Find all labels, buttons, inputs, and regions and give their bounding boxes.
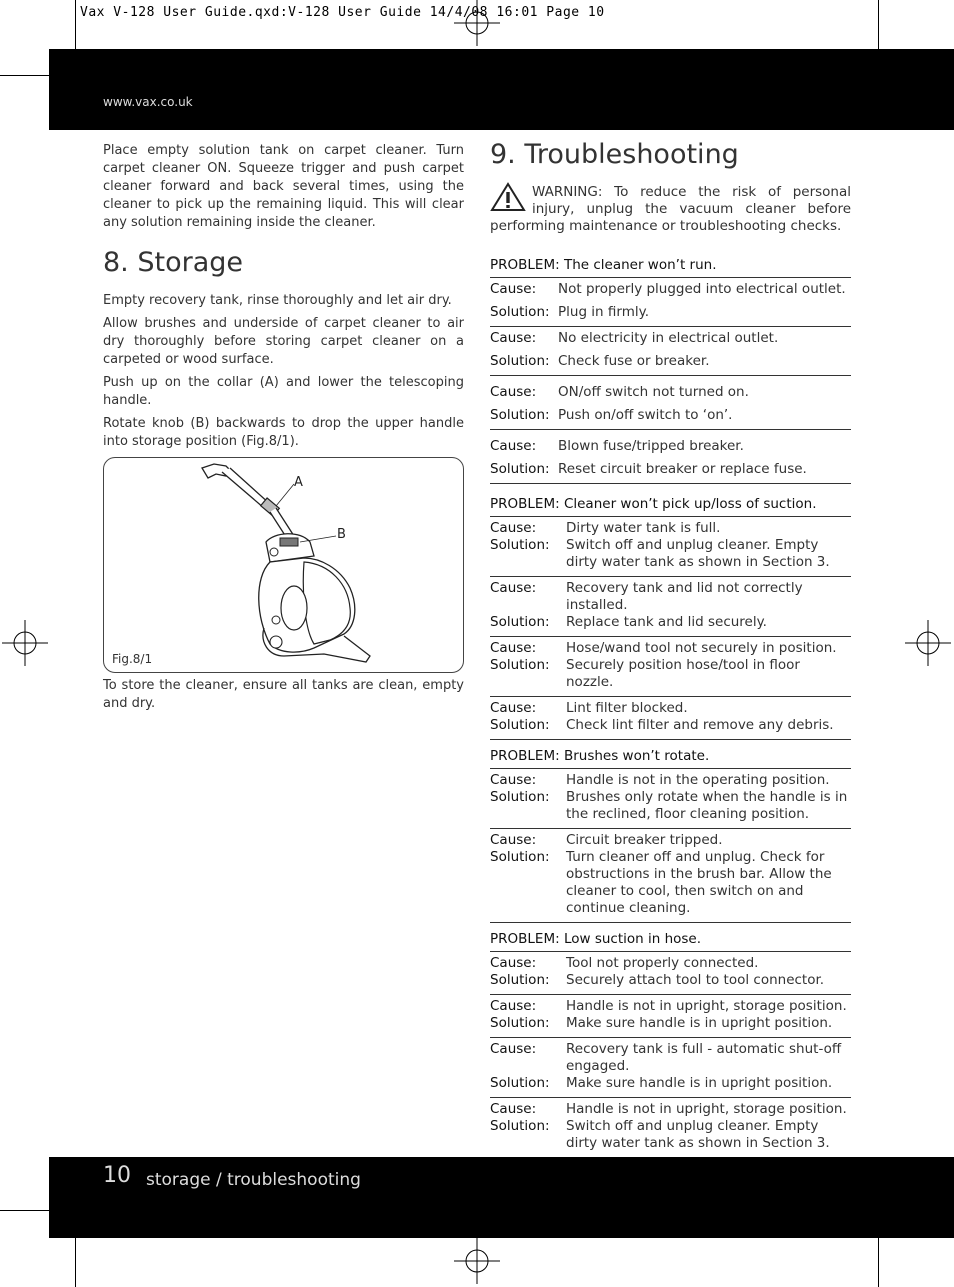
crop-mark xyxy=(75,0,76,49)
cause-label: Cause: xyxy=(490,832,537,848)
solution-text: Securely attach tool to tool connector. xyxy=(566,972,825,988)
cause-label: Cause: xyxy=(490,772,537,788)
crop-mark xyxy=(75,1238,76,1287)
solution-label: Solution: xyxy=(490,537,550,553)
cause-solution-pair xyxy=(490,1098,851,1158)
header-bar xyxy=(49,49,954,130)
registration-mark-icon xyxy=(454,0,500,46)
solution-text: Check fuse or breaker. xyxy=(558,353,710,369)
cause-text: Lint filter blocked. xyxy=(566,700,688,716)
solution-label: Solution: xyxy=(490,657,550,673)
solution-text: Brushes only rotate when the handle is in the reclined, floor cleaning position. xyxy=(566,789,848,822)
website-url: www.vax.co.uk xyxy=(103,95,193,109)
cause-solution-pair xyxy=(490,952,851,995)
solution-label: Solution: xyxy=(490,1075,550,1091)
solution-text: Switch off and unplug cleaner. Empty dirty water tank as shown in Section 3. xyxy=(566,1118,830,1151)
solution-text: Reset circuit breaker or replace fuse. xyxy=(558,461,807,477)
figure-storage xyxy=(103,457,464,673)
cause-solution-pair xyxy=(490,769,851,829)
cause-text: Circuit breaker tripped. xyxy=(566,832,723,848)
page-number: 10 xyxy=(103,1163,131,1188)
problem-heading: PROBLEM: The cleaner won’t run. xyxy=(490,257,851,278)
solution-label: Solution: xyxy=(490,461,550,477)
storage-paragraph: Empty recovery tank, rinse thoroughly and let air dry. xyxy=(103,293,452,308)
cause-solution-pair xyxy=(490,430,851,484)
warning-text: WARNING: To reduce the risk of personal injury, unplug the vacuum cleaner before performing maintenance or troubleshooting checks. xyxy=(490,184,851,234)
solution-label: Solution: xyxy=(490,304,550,320)
cause-label: Cause: xyxy=(490,998,537,1014)
registration-mark-icon xyxy=(2,620,48,666)
cause-solution-pair xyxy=(490,376,851,430)
cause-label: Cause: xyxy=(490,580,537,596)
solution-label: Solution: xyxy=(490,1118,550,1134)
cause-label: Cause: xyxy=(490,1041,537,1057)
crop-mark xyxy=(0,1210,49,1211)
cause-solution-pair xyxy=(490,995,851,1038)
storage-paragraph: Rotate knob (B) backwards to drop the upper handle into storage position (Fig.8/1). xyxy=(103,416,464,449)
solution-label: Solution: xyxy=(490,407,550,423)
left-column xyxy=(103,142,464,718)
cause-label: Cause: xyxy=(490,438,537,454)
cause-solution-pair xyxy=(490,637,851,697)
figure-caption: Fig.8/1 xyxy=(112,652,153,666)
cause-label: Cause: xyxy=(490,1101,537,1117)
cause-text: No electricity in electrical outlet. xyxy=(558,330,779,346)
cause-text: Recovery tank and lid not correctly installed. xyxy=(566,580,803,613)
outro-paragraph: To store the cleaner, ensure all tanks are clean, empty and dry. xyxy=(103,678,464,711)
cause-text: Recovery tank is full - automatic shut-off engaged. xyxy=(566,1041,842,1074)
cause-text: Handle is not in upright, storage position. xyxy=(566,1101,847,1117)
cause-label: Cause: xyxy=(490,520,537,536)
intro-paragraph: Place empty solution tank on carpet cleaner. Turn carpet cleaner ON. Squeeze trigger and push carpet cleaner forward and back several times, using the cleaner to pick up the remaining liquid. This will clear any solution remaining inside the cleaner. xyxy=(103,143,464,230)
cause-solution-pair xyxy=(490,278,851,327)
problem-heading: PROBLEM: Brushes won’t rotate. xyxy=(490,748,851,769)
solution-label: Solution: xyxy=(490,972,550,988)
cause-label: Cause: xyxy=(490,281,537,297)
cause-label: Cause: xyxy=(490,384,537,400)
cause-text: Blown fuse/tripped breaker. xyxy=(558,438,744,454)
cause-text: Tool not properly connected. xyxy=(566,955,759,971)
cause-text: ON/off switch not turned on. xyxy=(558,384,749,400)
cause-solution-pair xyxy=(490,577,851,637)
cause-text: Handle is not in upright, storage position. xyxy=(566,998,847,1014)
troubleshooting-heading: 9. Troubleshooting xyxy=(490,139,739,170)
cause-text: Handle is not in the operating position. xyxy=(566,772,830,788)
registration-mark-icon xyxy=(454,1238,500,1284)
solution-label: Solution: xyxy=(490,353,550,369)
crop-mark xyxy=(878,0,879,49)
print-slug: Vax V-128 User Guide.qxd:V-128 User Guide 14/4/08 16:01 Page 10 xyxy=(80,5,605,20)
cause-solution-pair xyxy=(490,327,851,376)
warning-triangle-icon xyxy=(490,182,526,212)
solution-text: Switch off and unplug cleaner. Empty dirty water tank as shown in Section 3. xyxy=(566,537,830,570)
cause-label: Cause: xyxy=(490,330,537,346)
cause-text: Not properly plugged into electrical outlet. xyxy=(558,281,846,297)
cause-solution-pair xyxy=(490,1038,851,1098)
cause-label: Cause: xyxy=(490,700,537,716)
label-a: A xyxy=(294,475,303,490)
crop-mark xyxy=(878,1238,879,1287)
storage-heading: 8. Storage xyxy=(103,247,243,278)
solution-label: Solution: xyxy=(490,849,550,865)
cause-text: Dirty water tank is full. xyxy=(566,520,721,536)
solution-label: Solution: xyxy=(490,789,550,805)
cause-solution-pair xyxy=(490,697,851,740)
cause-label: Cause: xyxy=(490,640,537,656)
solution-label: Solution: xyxy=(490,717,550,733)
cause-text: Hose/wand tool not securely in position. xyxy=(566,640,837,656)
solution-text: Replace tank and lid securely. xyxy=(566,614,767,630)
solution-text: Push on/off switch to ‘on’. xyxy=(558,407,733,423)
solution-text: Turn cleaner off and unplug. Check for obstructions in the brush bar. Allow the cleaner to cool, then switch on and continue cleaning. xyxy=(566,849,832,916)
problem-heading: PROBLEM: Low suction in hose. xyxy=(490,931,851,952)
footer-section-label: storage / troubleshooting xyxy=(146,1170,361,1190)
cause-label: Cause: xyxy=(490,955,537,971)
problem-heading: PROBLEM: Cleaner won’t pick up/loss of suction. xyxy=(490,496,851,517)
storage-paragraph: Allow brushes and underside of carpet cleaner to air dry thoroughly before storing carpet cleaner on a carpeted or wood surface. xyxy=(103,316,464,367)
cause-solution-pair xyxy=(490,829,851,923)
crop-mark xyxy=(0,75,49,76)
solution-text: Make sure handle is in upright position. xyxy=(566,1075,833,1091)
solution-text: Make sure handle is in upright position. xyxy=(566,1015,833,1031)
solution-text: Plug in firmly. xyxy=(558,304,649,320)
cause-solution-pair xyxy=(490,517,851,577)
label-b: B xyxy=(337,527,346,542)
solution-text: Check lint filter and remove any debris. xyxy=(566,717,834,733)
carpet-cleaner-illustration xyxy=(104,458,463,672)
right-column xyxy=(490,138,851,1201)
solution-text: Securely position hose/tool in floor nozzle. xyxy=(566,657,800,690)
solution-label: Solution: xyxy=(490,1015,550,1031)
registration-mark-icon xyxy=(905,620,951,666)
storage-paragraph: Push up on the collar (A) and lower the telescoping handle. xyxy=(103,375,464,408)
solution-label: Solution: xyxy=(490,614,550,630)
warning-notice xyxy=(490,184,851,235)
